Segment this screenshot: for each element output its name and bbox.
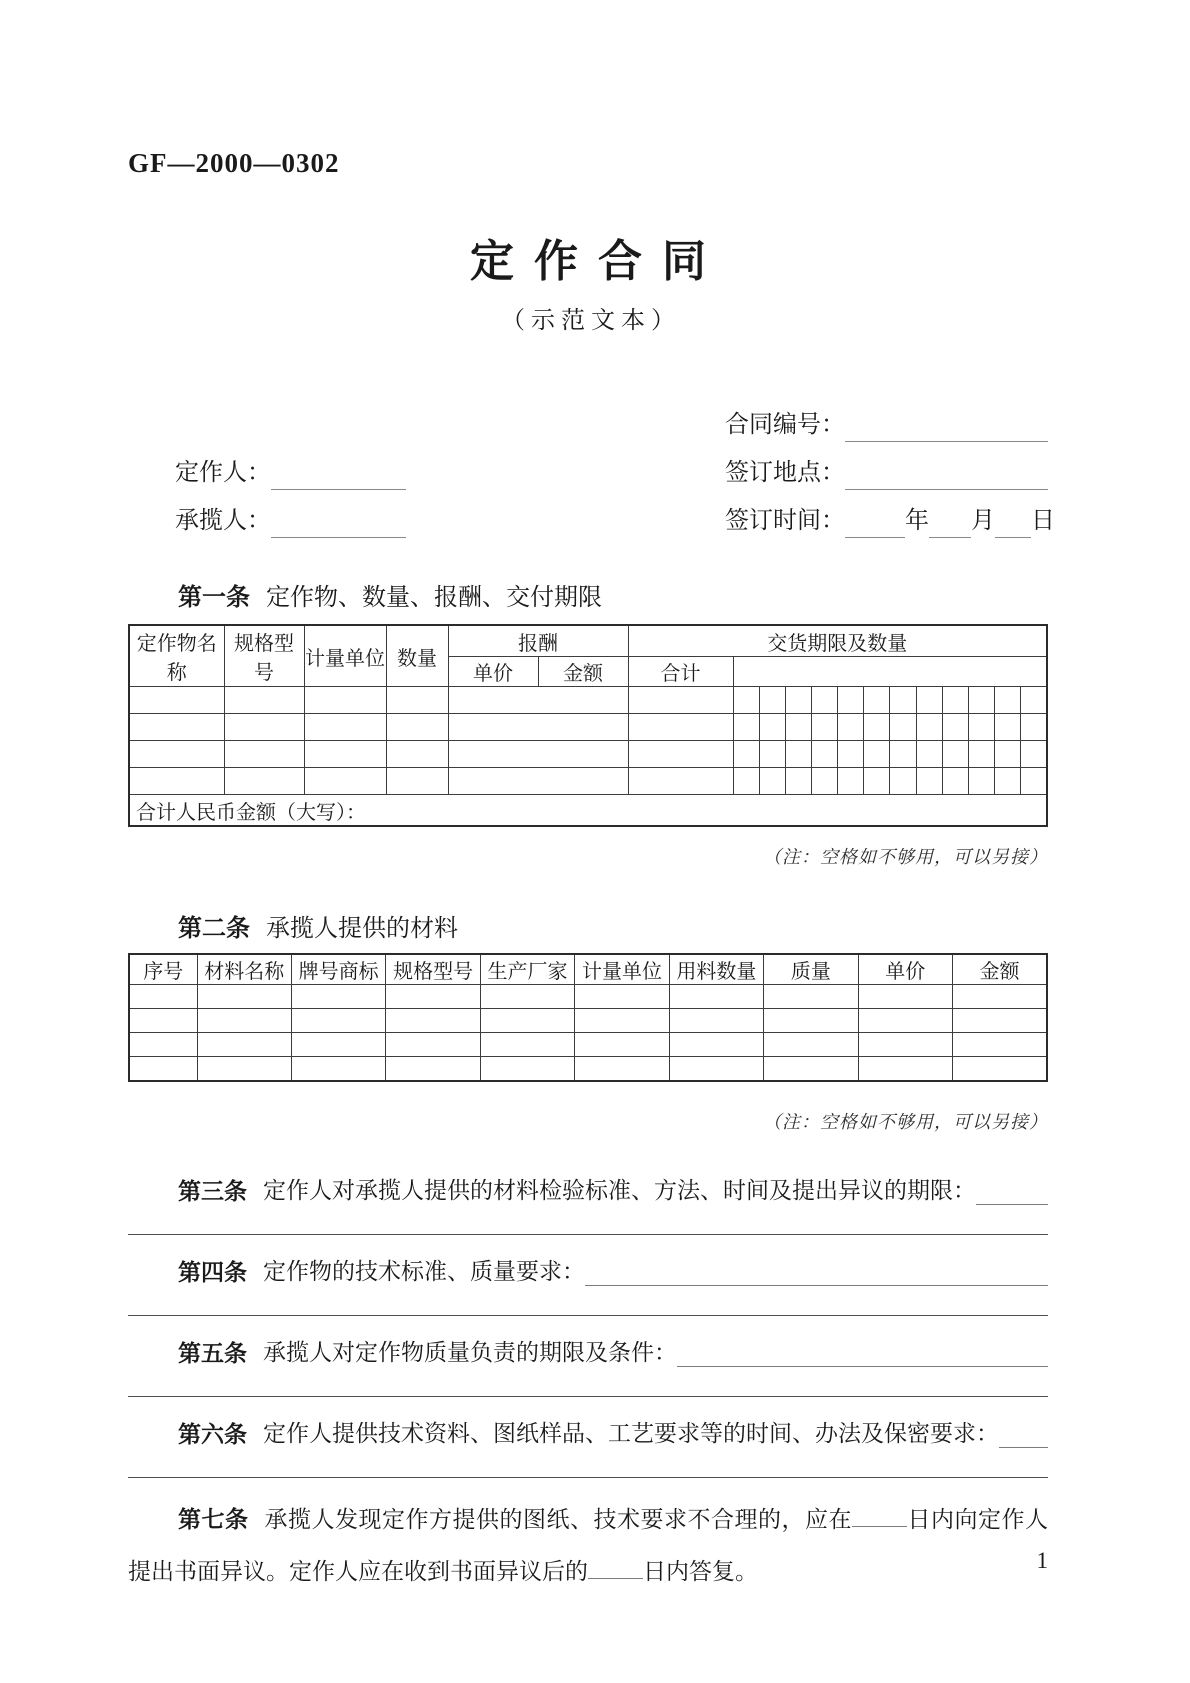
materials-col-header: 计量单位 <box>575 954 669 985</box>
clause-5 <box>128 1330 1048 1376</box>
t1-delivery-subcell <box>968 768 994 795</box>
materials-col-header: 材料名称 <box>197 954 291 985</box>
t2-empty-cell <box>575 1057 669 1082</box>
t1-empty-cell <box>224 714 304 741</box>
t1-delivery-subcell <box>864 768 890 795</box>
clause-1-number: 第一条 <box>178 584 250 611</box>
clause-1-title: 定作物、数量、报酬、交付期限 <box>266 585 602 611</box>
t2-empty-cell <box>669 1009 763 1033</box>
t1-delivery-subcell <box>942 768 968 795</box>
t1-delivery-subcell <box>785 741 811 768</box>
t1-empty-cell <box>304 741 386 768</box>
clause-7 <box>128 1492 1048 1596</box>
t1-delivery-subcell <box>759 768 785 795</box>
sign-day-blank <box>995 508 1031 538</box>
t1-empty-price-cell <box>448 714 628 741</box>
t1-delivery-subcell <box>838 687 864 714</box>
page-number: 1 <box>1036 1548 1048 1573</box>
year-label: 年 <box>905 508 929 534</box>
clause-2-number: 第二条 <box>178 915 250 942</box>
clause-5-text: 承揽人对定作物质量负责的期限及条件： <box>263 1340 677 1365</box>
t2-empty-cell <box>291 985 385 1009</box>
clause-4 <box>128 1249 1048 1295</box>
table-1-note: （注：空格如不够用，可以另接） <box>763 847 1048 867</box>
contract-info-block <box>128 394 1055 538</box>
clause-4-number: 第四条 <box>178 1259 247 1285</box>
clause-3 <box>128 1168 1048 1214</box>
t1-delivery-subcell <box>890 741 916 768</box>
t1-empty-total-cell <box>628 768 733 795</box>
contractor-label: 承揽人： <box>175 508 271 534</box>
t1-delivery-subcell <box>759 741 785 768</box>
clause-7-text-3: 日内答复。 <box>643 1559 758 1584</box>
t2-empty-cell <box>386 985 480 1009</box>
t2-empty-cell <box>197 985 291 1009</box>
t2-empty-cell <box>858 985 952 1009</box>
clause-5-writing-line <box>128 1376 1048 1397</box>
t1-delivery-subcell <box>733 741 759 768</box>
t2-empty-cell <box>129 1033 197 1057</box>
t1-empty-cell <box>304 714 386 741</box>
t1-delivery-subcell <box>890 768 916 795</box>
clause-7-text-1: 承揽人发现定作方提供的图纸、技术要求不合理的，应在 <box>264 1507 852 1532</box>
t1-header-delivery: 交货期限及数量 <box>628 625 1047 657</box>
materials-col-header: 用料数量 <box>669 954 763 985</box>
clause-3-writing-line <box>128 1214 1048 1235</box>
order-items-body <box>129 687 1047 795</box>
materials-col-header: 序号 <box>129 954 197 985</box>
t1-delivery-subcell <box>838 741 864 768</box>
materials-col-header: 生产厂家 <box>480 954 574 985</box>
t1-delivery-subcell <box>785 768 811 795</box>
t1-delivery-subcell <box>968 687 994 714</box>
t2-empty-cell <box>575 985 669 1009</box>
t1-header-name: 定作物名称 <box>129 625 224 687</box>
order-items-row <box>129 714 1047 741</box>
ordering-party-label: 定作人： <box>175 460 271 486</box>
t1-delivery-subcell <box>733 768 759 795</box>
t1-header-spec: 规格型号 <box>224 625 304 687</box>
materials-col-header: 规格型号 <box>386 954 480 985</box>
t1-delivery-subcell <box>942 741 968 768</box>
t2-empty-cell <box>764 1033 858 1057</box>
materials-col-header: 单价 <box>858 954 952 985</box>
t2-empty-cell <box>669 1033 763 1057</box>
clause-4-blank <box>585 1249 1048 1286</box>
t1-header-unit-price: 单价 <box>448 657 538 687</box>
clause-4-text: 定作物的技术标准、质量要求： <box>263 1259 585 1284</box>
t1-delivery-subcell <box>942 687 968 714</box>
t1-delivery-subcell <box>916 714 942 741</box>
sign-time-label: 签订时间： <box>725 508 845 534</box>
t1-delivery-subcell <box>995 714 1021 741</box>
t2-empty-cell <box>291 1057 385 1082</box>
t1-empty-cell <box>129 714 224 741</box>
t1-header-qty: 数量 <box>386 625 448 687</box>
t2-empty-cell <box>386 1033 480 1057</box>
materials-table-head-row <box>129 954 1047 985</box>
t1-header-remuneration: 报酬 <box>448 625 628 657</box>
t1-delivery-subcell <box>733 714 759 741</box>
t1-delivery-subcell <box>942 714 968 741</box>
t1-delivery-subcell <box>1021 768 1047 795</box>
t2-empty-cell <box>575 1033 669 1057</box>
contract-no-label: 合同编号： <box>725 412 845 438</box>
t1-empty-total-cell <box>628 714 733 741</box>
order-items-row <box>129 687 1047 714</box>
clause-7-days-blank-2 <box>588 1544 643 1579</box>
t2-empty-cell <box>129 1009 197 1033</box>
t2-empty-cell <box>129 985 197 1009</box>
t2-empty-cell <box>197 1057 291 1082</box>
clause-6 <box>128 1411 1048 1457</box>
materials-row <box>129 985 1047 1009</box>
t2-empty-cell <box>953 1057 1048 1082</box>
t1-delivery-subcell <box>759 714 785 741</box>
t1-delivery-subcell <box>995 687 1021 714</box>
t1-empty-cell <box>304 768 386 795</box>
document-subtitle: （示范文本） <box>501 308 681 334</box>
ordering-party-blank <box>271 460 406 490</box>
t1-footer-total-amount: 合计人民币金额（大写）： <box>129 795 1047 827</box>
t1-empty-cell <box>386 687 448 714</box>
t1-delivery-subcell <box>785 714 811 741</box>
order-items-table <box>128 624 1048 827</box>
t2-empty-cell <box>953 985 1048 1009</box>
clause-2-heading <box>128 913 1048 945</box>
clause-7-text-2: 日内向定作人提出书面异议。定作人应在收到书面异议后的 <box>128 1507 1048 1584</box>
t1-delivery-subcell <box>864 741 890 768</box>
t1-delivery-subcell <box>995 741 1021 768</box>
t1-delivery-subcell <box>733 687 759 714</box>
t2-empty-cell <box>764 1009 858 1033</box>
materials-col-header: 质量 <box>764 954 858 985</box>
materials-table-body <box>129 985 1047 1082</box>
t1-delivery-subcell <box>864 714 890 741</box>
t1-delivery-subcell <box>968 741 994 768</box>
clause-3-text: 定作人对承揽人提供的材料检验标准、方法、时间及提出异议的期限： <box>263 1178 976 1203</box>
t2-empty-cell <box>291 1009 385 1033</box>
contractor-blank <box>271 508 406 538</box>
t1-delivery-subcell <box>916 741 942 768</box>
t2-empty-cell <box>480 1009 574 1033</box>
t2-empty-cell <box>858 1057 952 1082</box>
materials-row <box>129 1009 1047 1033</box>
t1-delivery-subcell <box>995 768 1021 795</box>
t2-empty-cell <box>764 985 858 1009</box>
info-row-parties-1 <box>128 442 1048 490</box>
t2-empty-cell <box>480 985 574 1009</box>
t1-delivery-subcell <box>759 687 785 714</box>
t2-empty-cell <box>669 1057 763 1082</box>
clause-2-title: 承揽人提供的材料 <box>266 916 458 942</box>
t1-empty-cell <box>386 768 448 795</box>
clause-6-number: 第六条 <box>178 1421 247 1447</box>
table-2-note: （注：空格如不够用，可以另接） <box>763 1112 1048 1132</box>
materials-col-header: 金额 <box>953 954 1048 985</box>
materials-row <box>129 1033 1047 1057</box>
t1-header-amount: 金额 <box>538 657 628 687</box>
t2-empty-cell <box>197 1033 291 1057</box>
order-items-row <box>129 768 1047 795</box>
clause-3-blank <box>976 1168 1048 1205</box>
clause-7-days-blank-1 <box>852 1492 907 1527</box>
t1-delivery-subcell <box>811 741 837 768</box>
t1-header-unit: 计量单位 <box>304 625 386 687</box>
t2-empty-cell <box>291 1033 385 1057</box>
t1-empty-total-cell <box>628 687 733 714</box>
clause-6-text: 定作人提供技术资料、图纸样品、工艺要求等的时间、办法及保密要求： <box>263 1421 999 1446</box>
clause-5-blank <box>677 1330 1048 1367</box>
t2-empty-cell <box>386 1057 480 1082</box>
t1-empty-price-cell <box>448 741 628 768</box>
t1-delivery-subcell <box>1021 714 1047 741</box>
document-title: 定作合同 <box>470 237 726 286</box>
t2-empty-cell <box>669 985 763 1009</box>
t1-empty-cell <box>224 768 304 795</box>
sign-place-label: 签订地点： <box>725 460 845 486</box>
t2-empty-cell <box>575 1009 669 1033</box>
clause-4-writing-line <box>128 1295 1048 1316</box>
materials-col-header: 牌号商标 <box>291 954 385 985</box>
sign-year-blank <box>845 508 905 538</box>
t1-delivery-subcell <box>916 687 942 714</box>
t1-empty-price-cell <box>448 687 628 714</box>
t1-delivery-subcell <box>890 687 916 714</box>
t1-delivery-subcell <box>811 714 837 741</box>
sign-month-blank <box>929 508 971 538</box>
t2-empty-cell <box>197 1009 291 1033</box>
day-label: 日 <box>1031 508 1055 534</box>
document-code: GF—2000—0302 <box>128 148 340 178</box>
t1-empty-cell <box>129 768 224 795</box>
t1-delivery-subcell <box>811 768 837 795</box>
t1-empty-cell <box>304 687 386 714</box>
t1-empty-total-cell <box>628 741 733 768</box>
clause-3-number: 第三条 <box>178 1178 247 1204</box>
t1-delivery-subcell <box>838 714 864 741</box>
t2-empty-cell <box>129 1057 197 1082</box>
sign-place-blank <box>845 459 1048 490</box>
t1-delivery-subcell <box>916 768 942 795</box>
t1-header-delivery-sub <box>733 657 1047 687</box>
t2-empty-cell <box>953 1009 1048 1033</box>
contract-no-blank <box>845 411 1048 442</box>
month-label: 月 <box>971 508 995 534</box>
t2-empty-cell <box>386 1009 480 1033</box>
materials-table <box>128 953 1048 1082</box>
clause-6-writing-line <box>128 1457 1048 1478</box>
clause-7-number: 第七条 <box>178 1506 249 1532</box>
t2-empty-cell <box>480 1033 574 1057</box>
t1-delivery-subcell <box>1021 687 1047 714</box>
clause-6-blank <box>999 1411 1048 1448</box>
t1-empty-cell <box>224 687 304 714</box>
t1-delivery-subcell <box>1021 741 1047 768</box>
t1-empty-cell <box>224 741 304 768</box>
t1-empty-cell <box>129 687 224 714</box>
t1-header-total: 合计 <box>628 657 733 687</box>
t1-delivery-subcell <box>968 714 994 741</box>
t1-delivery-subcell <box>811 687 837 714</box>
t2-empty-cell <box>858 1033 952 1057</box>
clause-5-number: 第五条 <box>178 1340 247 1366</box>
t1-empty-price-cell <box>448 768 628 795</box>
t2-empty-cell <box>858 1009 952 1033</box>
info-row-contract-no <box>128 394 1048 442</box>
t1-delivery-subcell <box>838 768 864 795</box>
info-row-parties-2 <box>128 490 1055 538</box>
order-items-row <box>129 741 1047 768</box>
t1-delivery-subcell <box>864 687 890 714</box>
t2-empty-cell <box>764 1057 858 1082</box>
t2-empty-cell <box>480 1057 574 1082</box>
t1-empty-cell <box>386 714 448 741</box>
t2-empty-cell <box>953 1033 1048 1057</box>
materials-row <box>129 1057 1047 1082</box>
t1-footer-row <box>129 795 1047 827</box>
t1-delivery-subcell <box>890 714 916 741</box>
t1-empty-cell <box>129 741 224 768</box>
t1-empty-cell <box>386 741 448 768</box>
t1-delivery-subcell <box>785 687 811 714</box>
clause-1-heading <box>128 582 1048 614</box>
